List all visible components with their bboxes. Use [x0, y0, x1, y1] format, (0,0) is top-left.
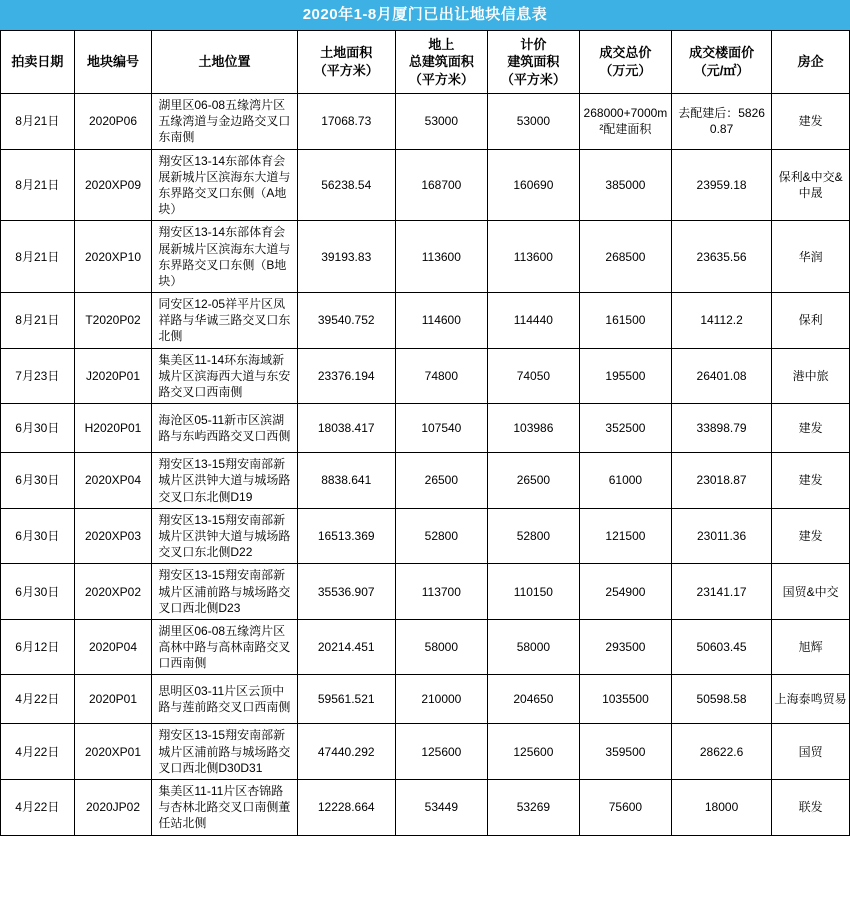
table-row — [1, 149, 850, 221]
cell-priced-area: 103986 — [487, 404, 579, 453]
cell-auction-date: 6月12日 — [1, 619, 75, 675]
cell-gross-floor-area: 210000 — [395, 675, 487, 724]
cell-priced-area: 53269 — [487, 780, 579, 836]
cell-parcel-code: 2020JP02 — [74, 780, 152, 836]
cell-parcel-code: J2020P01 — [74, 348, 152, 404]
table-row — [1, 453, 850, 509]
land-transfer-table — [0, 30, 850, 836]
cell-location: 集美区11-11片区杏锦路与杏林北路交叉口南侧董任站北侧 — [152, 780, 297, 836]
page-title: 2020年1-8月厦门已出让地块信息表 — [0, 0, 850, 30]
cell-total-price: 385000 — [579, 149, 671, 221]
cell-parcel-code: 2020XP10 — [74, 221, 152, 293]
table-row — [1, 293, 850, 349]
cell-priced-area: 160690 — [487, 149, 579, 221]
cell-total-price: 359500 — [579, 724, 671, 780]
header-line: 地块编号 — [87, 54, 140, 70]
table-row — [1, 675, 850, 724]
cell-floor-price: 50598.58 — [671, 675, 771, 724]
cell-land-area: 18038.417 — [297, 404, 395, 453]
cell-floor-price: 18000 — [671, 780, 771, 836]
header-line: 成交楼面价 — [689, 45, 755, 61]
cell-location: 同安区12-05祥平片区凤祥路与华诚三路交叉口东北侧 — [152, 293, 297, 349]
cell-gross-floor-area: 53000 — [395, 94, 487, 150]
table-row — [1, 564, 850, 620]
cell-parcel-code: 2020P06 — [74, 94, 152, 150]
cell-total-price: 121500 — [579, 508, 671, 564]
cell-auction-date: 6月30日 — [1, 453, 75, 509]
header-line: 土地面积 — [320, 45, 373, 61]
table-header-row — [1, 31, 850, 94]
cell-location: 翔安区13-15翔安南部新城片区洪钟大道与城场路交叉口东北侧D22 — [152, 508, 297, 564]
cell-priced-area: 26500 — [487, 453, 579, 509]
cell-gross-floor-area: 114600 — [395, 293, 487, 349]
column-header-floor-price — [671, 31, 771, 94]
cell-gross-floor-area: 74800 — [395, 348, 487, 404]
cell-land-area: 59561.521 — [297, 675, 395, 724]
column-header-location — [152, 31, 297, 94]
header-line: （平方米） — [500, 71, 566, 87]
table-row — [1, 619, 850, 675]
cell-floor-price: 23635.56 — [671, 221, 771, 293]
cell-location: 翔安区13-15翔安南部新城片区浦前路与城场路交叉口西北侧D23 — [152, 564, 297, 620]
cell-gross-floor-area: 168700 — [395, 149, 487, 221]
cell-priced-area: 53000 — [487, 94, 579, 150]
cell-floor-price: 14112.2 — [671, 293, 771, 349]
header-line: 建筑面积 — [507, 54, 560, 70]
cell-land-area: 47440.292 — [297, 724, 395, 780]
cell-gross-floor-area: 53449 — [395, 780, 487, 836]
cell-priced-area: 110150 — [487, 564, 579, 620]
cell-floor-price: 28622.6 — [671, 724, 771, 780]
cell-gross-floor-area: 107540 — [395, 404, 487, 453]
cell-land-area: 16513.369 — [297, 508, 395, 564]
cell-location: 湖里区06-08五缘湾片区五缘湾道与金边路交叉口东南侧 — [152, 94, 297, 150]
cell-gross-floor-area: 125600 — [395, 724, 487, 780]
cell-parcel-code: 2020XP04 — [74, 453, 152, 509]
cell-total-price: 61000 — [579, 453, 671, 509]
header-line: （平方米） — [313, 63, 379, 78]
cell-total-price: 161500 — [579, 293, 671, 349]
cell-developer: 港中旅 — [772, 348, 850, 404]
column-header-auction-date — [1, 31, 75, 94]
cell-total-price: 352500 — [579, 404, 671, 453]
cell-land-area: 17068.73 — [297, 94, 395, 150]
cell-developer: 旭辉 — [772, 619, 850, 675]
header-line: 总建筑面积 — [408, 54, 474, 70]
cell-developer: 保利&中交&中晟 — [772, 149, 850, 221]
table-body — [1, 94, 850, 836]
header-line: 成交总价 — [599, 45, 652, 61]
cell-gross-floor-area: 26500 — [395, 453, 487, 509]
cell-floor-price: 23141.17 — [671, 564, 771, 620]
cell-auction-date: 6月30日 — [1, 404, 75, 453]
cell-auction-date: 6月30日 — [1, 508, 75, 564]
table-row — [1, 508, 850, 564]
column-header-parcel-code — [74, 31, 152, 94]
cell-location: 湖里区06-08五缘湾片区高林中路与高林南路交叉口西南侧 — [152, 619, 297, 675]
cell-parcel-code: T2020P02 — [74, 293, 152, 349]
cell-gross-floor-area: 52800 — [395, 508, 487, 564]
cell-auction-date: 7月23日 — [1, 348, 75, 404]
cell-location: 翔安区13-15翔安南部新城片区浦前路与城场路交叉口西北侧D30D31 — [152, 724, 297, 780]
cell-location: 翔安区13-14东部体育会展新城片区滨海东大道与东界路交叉口东侧（A地块） — [152, 149, 297, 221]
cell-parcel-code: 2020XP09 — [74, 149, 152, 221]
cell-floor-price: 23018.87 — [671, 453, 771, 509]
cell-floor-price: 去配建后：58260.87 — [671, 94, 771, 150]
cell-location: 集美区11-14环东海域新城片区滨海西大道与东安路交叉口西南侧 — [152, 348, 297, 404]
cell-developer: 建发 — [772, 94, 850, 150]
cell-developer: 华润 — [772, 221, 850, 293]
cell-location: 海沧区05-11新市区滨湖路与东屿西路交叉口西侧 — [152, 404, 297, 453]
table-row — [1, 221, 850, 293]
table-row — [1, 780, 850, 836]
table-row — [1, 348, 850, 404]
cell-parcel-code: 2020P04 — [74, 619, 152, 675]
header-line: 地上 — [428, 36, 455, 52]
cell-total-price: 1035500 — [579, 675, 671, 724]
cell-gross-floor-area: 113700 — [395, 564, 487, 620]
cell-priced-area: 74050 — [487, 348, 579, 404]
cell-location: 翔安区13-15翔安南部新城片区洪钟大道与城场路交叉口东北侧D19 — [152, 453, 297, 509]
cell-priced-area: 52800 — [487, 508, 579, 564]
cell-total-price: 268000+7000m²配建面积 — [579, 94, 671, 150]
cell-auction-date: 4月22日 — [1, 675, 75, 724]
cell-floor-price: 50603.45 — [671, 619, 771, 675]
header-line: 土地位置 — [198, 54, 251, 70]
column-header-land-area — [297, 31, 395, 94]
cell-auction-date: 8月21日 — [1, 293, 75, 349]
cell-floor-price: 26401.08 — [671, 348, 771, 404]
column-header-gross-floor-area — [395, 31, 487, 94]
cell-total-price: 195500 — [579, 348, 671, 404]
cell-land-area: 23376.194 — [297, 348, 395, 404]
cell-auction-date: 4月22日 — [1, 780, 75, 836]
cell-developer: 建发 — [772, 404, 850, 453]
header-line: 房企 — [797, 54, 824, 70]
header-line: （元/㎡） — [693, 63, 750, 78]
cell-land-area: 56238.54 — [297, 149, 395, 221]
cell-gross-floor-area: 113600 — [395, 221, 487, 293]
cell-parcel-code: H2020P01 — [74, 404, 152, 453]
cell-developer: 国贸&中交 — [772, 564, 850, 620]
cell-land-area: 35536.907 — [297, 564, 395, 620]
header-line: 计价 — [520, 36, 547, 52]
cell-location: 思明区03-11片区云顶中路与莲前路交叉口西南侧 — [152, 675, 297, 724]
cell-floor-price: 23959.18 — [671, 149, 771, 221]
cell-floor-price: 33898.79 — [671, 404, 771, 453]
cell-floor-price: 23011.36 — [671, 508, 771, 564]
table-row — [1, 404, 850, 453]
table-row — [1, 724, 850, 780]
cell-developer: 建发 — [772, 453, 850, 509]
column-header-total-price — [579, 31, 671, 94]
cell-parcel-code: 2020XP01 — [74, 724, 152, 780]
cell-total-price: 268500 — [579, 221, 671, 293]
cell-developer: 国贸 — [772, 724, 850, 780]
cell-total-price: 293500 — [579, 619, 671, 675]
cell-developer: 建发 — [772, 508, 850, 564]
cell-priced-area: 114440 — [487, 293, 579, 349]
cell-auction-date: 8月21日 — [1, 149, 75, 221]
cell-total-price: 75600 — [579, 780, 671, 836]
cell-developer: 保利 — [772, 293, 850, 349]
cell-auction-date: 8月21日 — [1, 221, 75, 293]
cell-parcel-code: 2020P01 — [74, 675, 152, 724]
cell-land-area: 8838.641 — [297, 453, 395, 509]
cell-land-area: 39193.83 — [297, 221, 395, 293]
cell-auction-date: 4月22日 — [1, 724, 75, 780]
cell-gross-floor-area: 58000 — [395, 619, 487, 675]
header-line: （平方米） — [408, 71, 474, 87]
cell-auction-date: 6月30日 — [1, 564, 75, 620]
column-header-priced-area — [487, 31, 579, 94]
cell-developer: 联发 — [772, 780, 850, 836]
cell-location: 翔安区13-14东部体育会展新城片区滨海东大道与东界路交叉口东侧（B地块） — [152, 221, 297, 293]
cell-land-area: 12228.664 — [297, 780, 395, 836]
header-line: （万元） — [599, 63, 652, 78]
cell-auction-date: 8月21日 — [1, 94, 75, 150]
column-header-developer — [772, 31, 850, 94]
table-row — [1, 94, 850, 150]
cell-developer: 上海泰鸣贸易 — [772, 675, 850, 724]
cell-priced-area: 204650 — [487, 675, 579, 724]
cell-priced-area: 58000 — [487, 619, 579, 675]
header-line: 拍卖日期 — [11, 54, 64, 70]
cell-priced-area: 125600 — [487, 724, 579, 780]
cell-priced-area: 113600 — [487, 221, 579, 293]
cell-land-area: 39540.752 — [297, 293, 395, 349]
cell-total-price: 254900 — [579, 564, 671, 620]
cell-parcel-code: 2020XP02 — [74, 564, 152, 620]
cell-land-area: 20214.451 — [297, 619, 395, 675]
cell-parcel-code: 2020XP03 — [74, 508, 152, 564]
